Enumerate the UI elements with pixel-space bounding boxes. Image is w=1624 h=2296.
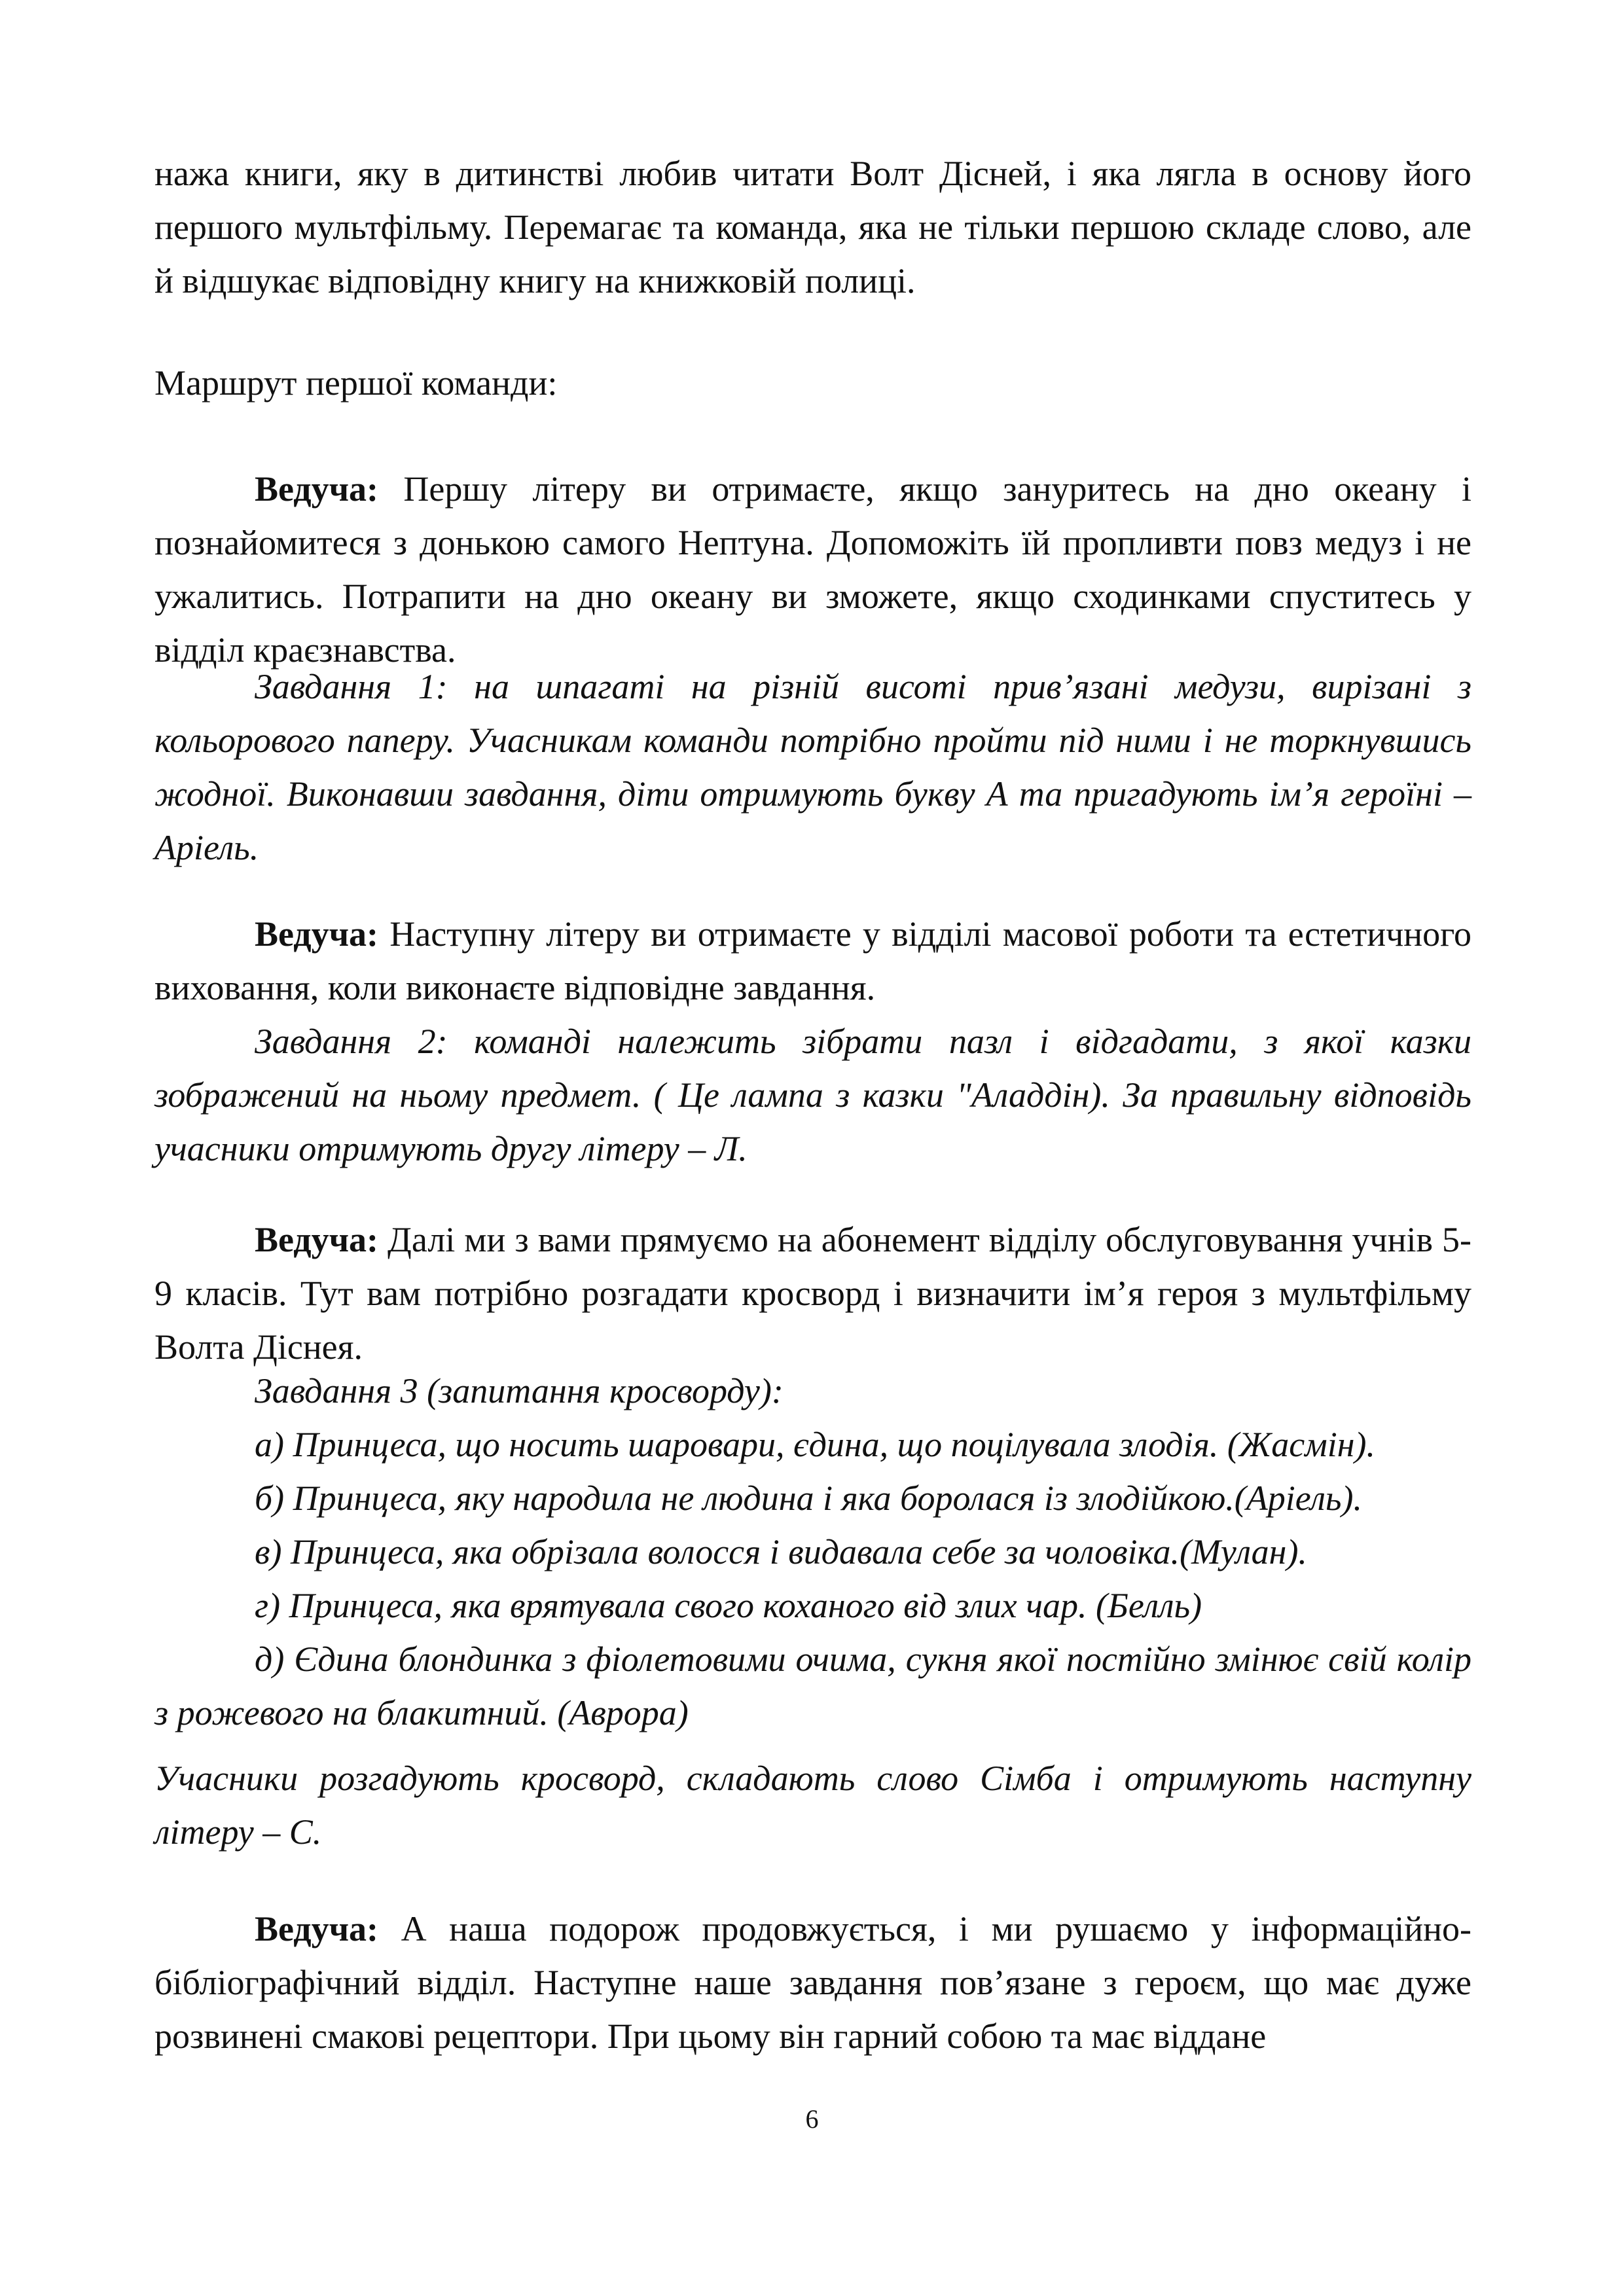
crossword-question-a: а) Принцеса, що носить шаровари, єдина, що поцілувала злодія. (Жасмін). bbox=[255, 1425, 1375, 1464]
host-text-4: А наша подорож продовжується, і ми рушаємо у інформаційно-бібліографічний відділ. Наступне наше завдання пов’язане з героєм, що має дуже розвинені смакові рецептори. При цьому він гарний собою та має віддане bbox=[154, 1909, 1471, 2056]
host-text-1: Першу літеру ви отримаєте, якщо зануритесь на дно океану і познайомитеся з донькою самого Нептуна. Допоможіть їй пропливти повз медуз і не ужалитись. Потрапити на дно океану ви зможете, якщо сходинками спуститесь у відділ краєзнавства. bbox=[154, 469, 1471, 670]
host-paragraph-3 bbox=[154, 1213, 1471, 1374]
host-paragraph-2 bbox=[154, 907, 1471, 1014]
task-paragraph-2 bbox=[154, 1014, 1471, 1175]
host-label: Ведуча: bbox=[255, 1909, 379, 1948]
task-heading-3: Завдання 3 (запитання кросворду): bbox=[255, 1371, 784, 1410]
page-number: 6 bbox=[805, 2104, 819, 2134]
intro-text: нажа книги, яку в дитинстві любив читати Волт Дісней, і яка лягла в основу його першого мультфільму. Перемагає та команда, яка не тільки першою складе слово, але й відшукає відповідну книгу на книжковій полиці. bbox=[154, 154, 1471, 300]
intro-paragraph bbox=[154, 147, 1471, 308]
host-label: Ведуча: bbox=[255, 914, 379, 954]
host-paragraph-1 bbox=[154, 462, 1471, 677]
host-label: Ведуча: bbox=[255, 469, 379, 509]
host-text-3: Далі ми з вами прямуємо на абонемент відділу обслуговування учнів 5-9 класів. Тут вам потрібно розгадати кросворд і визначити ім’я героя з мультфільму Волта Діснея. bbox=[154, 1220, 1471, 1367]
host-text-2: Наступну літеру ви отримаєте у відділі масової роботи та естетичного виховання, коли виконаєте відповідне завдання. bbox=[154, 914, 1471, 1007]
host-paragraph-4 bbox=[154, 1902, 1471, 2063]
task-text-2: Завдання 2: команді належить зібрати пазл і відгадати, з якої казки зображений на ньому предмет. ( Це лампа з казки "Аладдін). За правильну відповідь учасники отримують другу літеру – Л. bbox=[154, 1022, 1471, 1168]
task-paragraph-1 bbox=[154, 660, 1471, 874]
crossword-question-d: г) Принцеса, яка врятувала свого коханого від злих чар. (Белль) bbox=[255, 1586, 1202, 1625]
route-heading: Маршрут першої команди: bbox=[154, 363, 558, 403]
task-text-1: Завдання 1: на шпагаті на різній висоті прив’язані медузи, вирізані з кольорового паперу. Учасникам команди потрібно пройти під ними і не торкнувшись жодної. Виконавши завдання, діти отримують букву А та пригадують ім’я героїні – Аріель. bbox=[154, 667, 1471, 867]
crossword-question-e: д) Єдина блондинка з фіолетовими очима, сукня якої постійно змінює свій колір з рожевого на блакитний. (Аврора) bbox=[154, 1640, 1471, 1732]
host-label: Ведуча: bbox=[255, 1220, 379, 1259]
crossword-question-c: в) Принцеса, яка обрізала волосся і видавала себе за чоловіка.(Мулан). bbox=[255, 1532, 1307, 1571]
crossword-task bbox=[154, 1364, 1471, 1740]
result-paragraph bbox=[154, 1751, 1471, 1859]
crossword-question-b: б) Принцеса, яку народила не людина і яка боролася із злодійкою.(Аріель). bbox=[255, 1479, 1362, 1518]
route-heading-block bbox=[154, 356, 1471, 410]
result-text: Учасники розгадують кросворд, складають слово Сімба і отримують наступну літеру – С. bbox=[154, 1759, 1471, 1852]
